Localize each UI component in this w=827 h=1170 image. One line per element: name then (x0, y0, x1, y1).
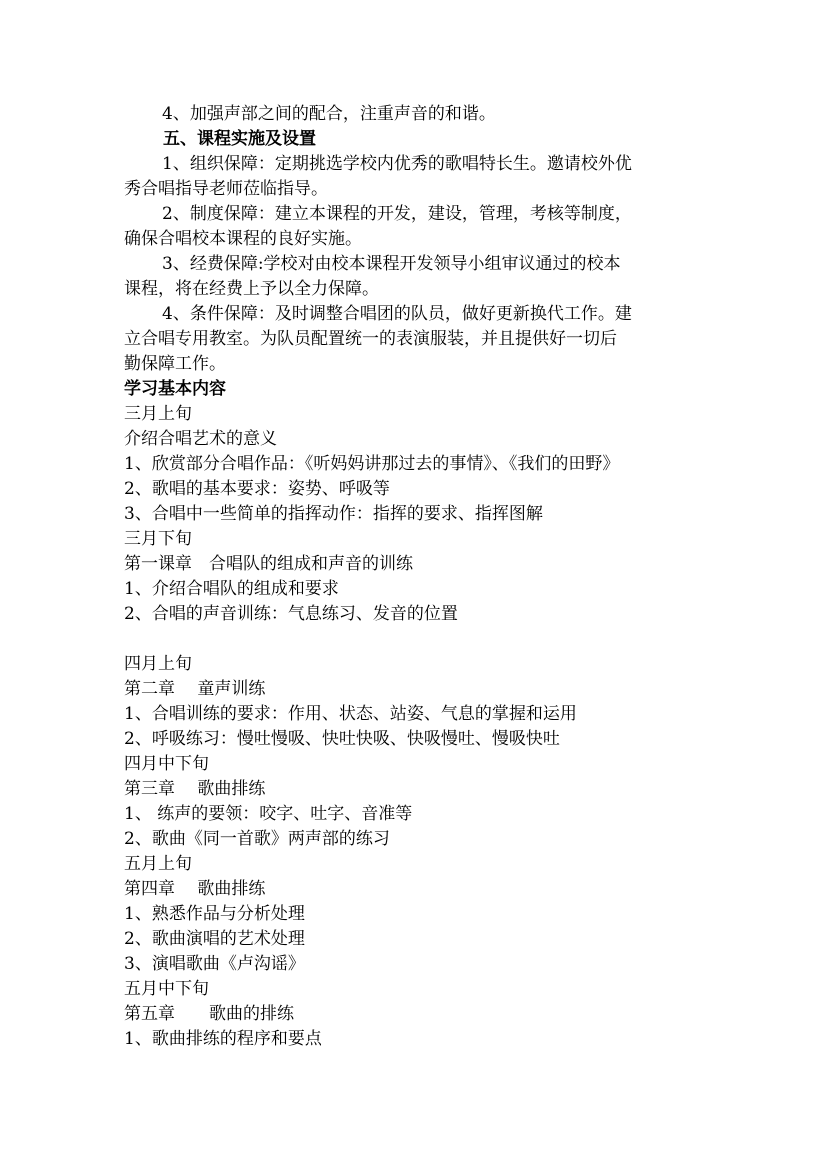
list-item: 1、熟悉作品与分析处理 (124, 904, 305, 924)
period-label: 三月下旬 (124, 529, 192, 549)
period-label: 五月上旬 (124, 854, 192, 874)
list-item: 2、呼吸练习：慢吐慢吸、快吐快吸、快吸慢吐、慢吸快吐 (124, 729, 560, 749)
section-item-4-previous: 4、加强声部之间的配合，注重声音的和谐。 (162, 104, 496, 124)
paragraph-line: 确保合唱校本课程的良好实施。 (124, 229, 362, 249)
list-item: 1、欣赏部分合唱作品：《听妈妈讲那过去的事情》、《我们的田野》 (124, 454, 620, 474)
period-label: 三月上旬 (124, 404, 192, 424)
list-item: 2、歌曲《同一首歌》两声部的练习 (124, 829, 390, 849)
topic-label: 介绍合唱艺术的意义 (124, 429, 277, 449)
chapter-title: 第三章 歌曲排练 (124, 779, 266, 799)
paragraph-line: 秀合唱指导老师莅临指导。 (124, 179, 328, 199)
list-item: 1、介绍合唱队的组成和要求 (124, 579, 339, 599)
period-label: 四月中下旬 (124, 754, 209, 774)
paragraph-line: 2、制度保障：建立本课程的开发，建设，管理，考核等制度， (162, 204, 632, 224)
paragraph-line: 4、条件保障：及时调整合唱团的队员，做好更新换代工作。建 (162, 304, 632, 324)
chapter-title: 第二章 童声训练 (124, 679, 266, 699)
paragraph-line: 3、经费保障:学校对由校本课程开发领导小组审议通过的校本 (162, 254, 621, 274)
period-label: 四月上旬 (124, 654, 192, 674)
chapter-title: 第五章 歌曲的排练 (124, 1004, 294, 1024)
list-item: 1、歌曲排练的程序和要点 (124, 1029, 322, 1049)
list-item: 3、合唱中一些简单的指挥动作：指挥的要求、指挥图解 (124, 504, 543, 524)
paragraph-line: 勤保障工作。 (124, 354, 226, 374)
paragraph-line: 立合唱专用教室。为队员配置统一的表演服装，并且提供好一切后 (124, 329, 617, 349)
period-label: 五月中下旬 (124, 979, 209, 999)
chapter-title: 第四章 歌曲排练 (124, 879, 266, 899)
list-item: 2、歌曲演唱的艺术处理 (124, 929, 305, 949)
section-heading: 五、课程实施及设置 (163, 129, 316, 149)
list-item: 3、演唱歌曲《卢沟谣》 (124, 954, 305, 974)
paragraph-line: 1、组织保障：定期挑选学校内优秀的歌唱特长生。邀请校外优 (162, 154, 632, 174)
list-item: 2、歌唱的基本要求：姿势、呼吸等 (124, 479, 390, 499)
list-item: 1、 练声的要领：咬字、吐字、音准等 (124, 804, 413, 824)
chapter-title: 第一课章 合唱队的组成和声音的训练 (124, 554, 413, 574)
list-item: 2、合唱的声音训练：气息练习、发音的位置 (124, 604, 458, 624)
list-item: 1、合唱训练的要求：作用、状态、站姿、气息的掌握和运用 (124, 704, 577, 724)
paragraph-line: 课程，将在经费上予以全力保障。 (124, 279, 379, 299)
content-heading: 学习基本内容 (124, 379, 226, 399)
